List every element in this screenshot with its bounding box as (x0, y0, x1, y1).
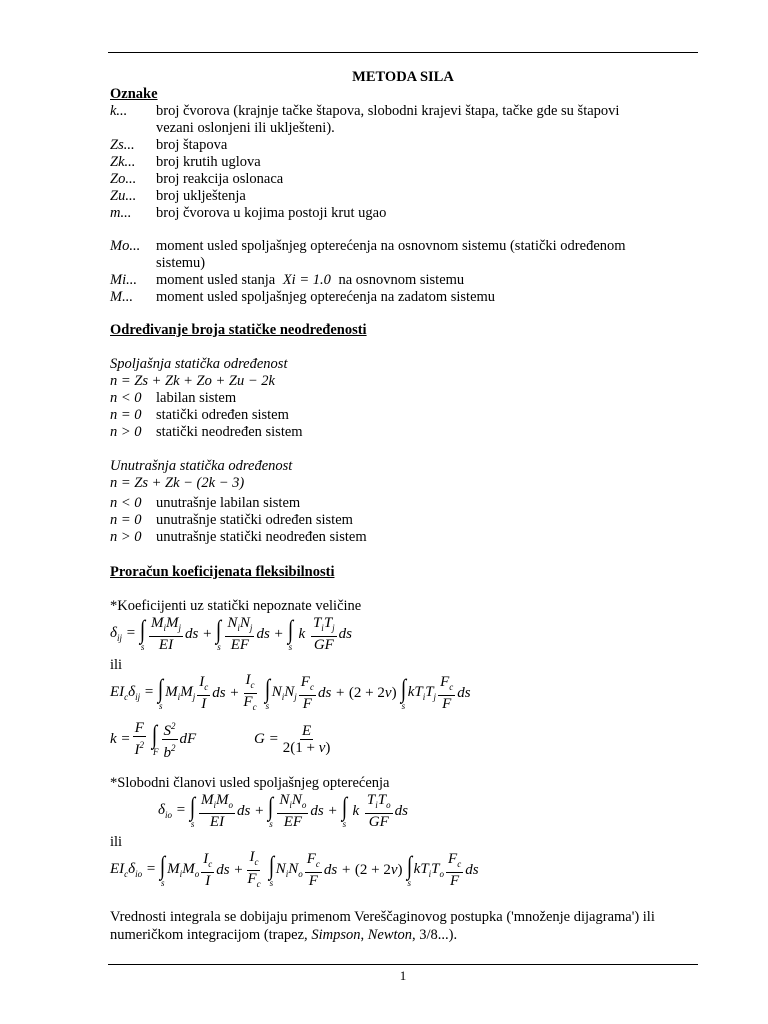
ili-2: ili (110, 834, 123, 850)
symbol-m: m... (110, 205, 132, 221)
outer-cond-pos: n > 0 (110, 424, 142, 440)
symbol-zu: Zu... (110, 188, 137, 204)
desc-zs: broj štapova (156, 137, 228, 153)
delta-ij-formula: $\delta_{ij}$ = ∫ s $\frac{M_iM_j}{EI}$ ds + ∫ s $\frac{N_iN_j}{EF}$ ds + ∫ s k $\frac{T_iT_j}{GF}$ ds (110, 615, 353, 653)
symbol-zo: Zo... (110, 171, 137, 187)
inner-case-pos: unutrašnje statički neodređen sistem (156, 529, 367, 545)
newton-term: Newton (367, 927, 413, 943)
desc-zu: broj uklještenja (156, 188, 246, 204)
page-title: METODA SILA (352, 69, 454, 85)
desc-zk: broj krutih uglova (156, 154, 261, 170)
closing-separator: , (360, 927, 368, 943)
inner-case-neg: unutrašnje labilan sistem (156, 495, 301, 511)
outer-cond-zero: n = 0 (110, 407, 142, 423)
inner-cond-neg: n < 0 (110, 495, 142, 511)
closing-line-2-end: , 3/8...). (412, 927, 458, 943)
inner-determinacy-title: Unutrašnja statička određenost (110, 458, 293, 474)
k-formula: k = $\frac{F}{I^2}$ ∫ F $\frac{S^2}{b^2}$ dF (110, 718, 196, 760)
inner-formula: n = Zs + Zk − (2k − 3) (110, 475, 245, 491)
inner-cond-pos: n > 0 (110, 529, 142, 545)
xi-equation: Xi = 1.0 (282, 272, 331, 288)
simpson-term: Simpson (311, 927, 361, 943)
desc-mo: moment usled spoljašnjeg opterećenja na osnovnom sistemu (statički određenom (156, 238, 626, 254)
outer-determinacy-title: Spoljašnja statička određenost (110, 356, 288, 372)
bottom-rule (108, 964, 698, 965)
desc-m: broj čvorova u kojima postoji krut ugao (156, 205, 387, 221)
closing-line-2-start: numeričkom integracijom (trapez, (110, 927, 312, 943)
desc-zo: broj reakcija oslonaca (156, 171, 284, 187)
symbol-mo: Mo... (110, 238, 141, 254)
desc-mi-b: na osnovnom sistemu (338, 272, 465, 288)
note-free-members: *Slobodni članovi usled spoljašnjeg opterećenja (110, 775, 390, 791)
symbol-zs: Zs... (110, 137, 135, 153)
g-formula: G = $\frac{E}{2(1 + \nu)}$ (254, 722, 331, 756)
desc-mo-cont: sistemu) (156, 255, 206, 271)
outer-cond-neg: n < 0 (110, 390, 142, 406)
section-statical-indeterminacy-heading: Određivanje broja statičke neodređenosti (110, 322, 367, 338)
outer-case-pos: statički neodređen sistem (156, 424, 303, 440)
oznake-heading: Oznake (110, 86, 158, 102)
outer-formula: n = Zs + Zk + Zo + Zu − 2k (110, 373, 275, 389)
page-number: 1 (399, 968, 407, 983)
section-flexibility-heading: Proračun koeficijenata fleksibilnosti (110, 564, 335, 580)
symbol-m-total: M... (110, 289, 133, 305)
desc-m-total: moment usled spoljašnjeg opterećenja na zadatom sistemu (156, 289, 496, 305)
eic-delta-io-formula: $EI_c\delta_{io}$ = ∫ s $M_iM_o$ $\frac{I_c}{I}$ ds + $\frac{I_c}{F_c}$ ∫ s $N_iN_o$ $\frac{F_c}{F}$ ds + (2 + 2ν) ∫ s $kT_iT_o$ $\frac{F_c}{F}$ ds (110, 848, 479, 889)
symbol-zk: Zk... (110, 154, 136, 170)
desc-mi (156, 272, 464, 289)
closing-line-2 (110, 927, 457, 944)
symbol-mi: Mi... (110, 272, 137, 288)
eic-delta-ij-formula: $EI_c\delta_{ij}$ = ∫ s $M_iM_j$ $\frac{I_c}{I}$ ds + $\frac{I_c}{F_c}$ ∫ s $N_iN_j$ $\frac{F_c}{F}$ ds + (2 + 2ν) ∫ s $kT_iT_j$ $\frac{F_c}{F}$ ds (110, 671, 471, 712)
symbol-k: k... (110, 103, 128, 119)
outer-case-zero: statički određen sistem (156, 407, 289, 423)
delta-io-formula: $\delta_{io}$ = ∫ s $\frac{M_iM_o}{EI}$ ds + ∫ s $\frac{N_iN_o}{EF}$ ds + ∫ s k $\frac{T_iT_o}{GF}$ ds (158, 792, 408, 830)
desc-k: broj čvorova (krajnje tačke štapova, slobodni krajevi štapa, tačke gde su štapovi (156, 103, 620, 119)
outer-case-neg: labilan sistem (156, 390, 237, 406)
note-coefficients: *Koeficijenti uz statički nepoznate veličine (110, 598, 362, 614)
ili-1: ili (110, 657, 123, 673)
desc-k-cont: vezani oslonjeni ili uklješteni). (156, 120, 335, 136)
desc-mi-a: moment usled stanja (156, 272, 276, 288)
top-rule (108, 52, 698, 53)
inner-cond-zero: n = 0 (110, 512, 142, 528)
inner-case-zero: unutrašnje statički određen sistem (156, 512, 353, 528)
closing-line-1: Vrednosti integrala se dobijaju primenom Vereščaginovog postupka ('množenje dijagrama') ili (110, 909, 655, 925)
